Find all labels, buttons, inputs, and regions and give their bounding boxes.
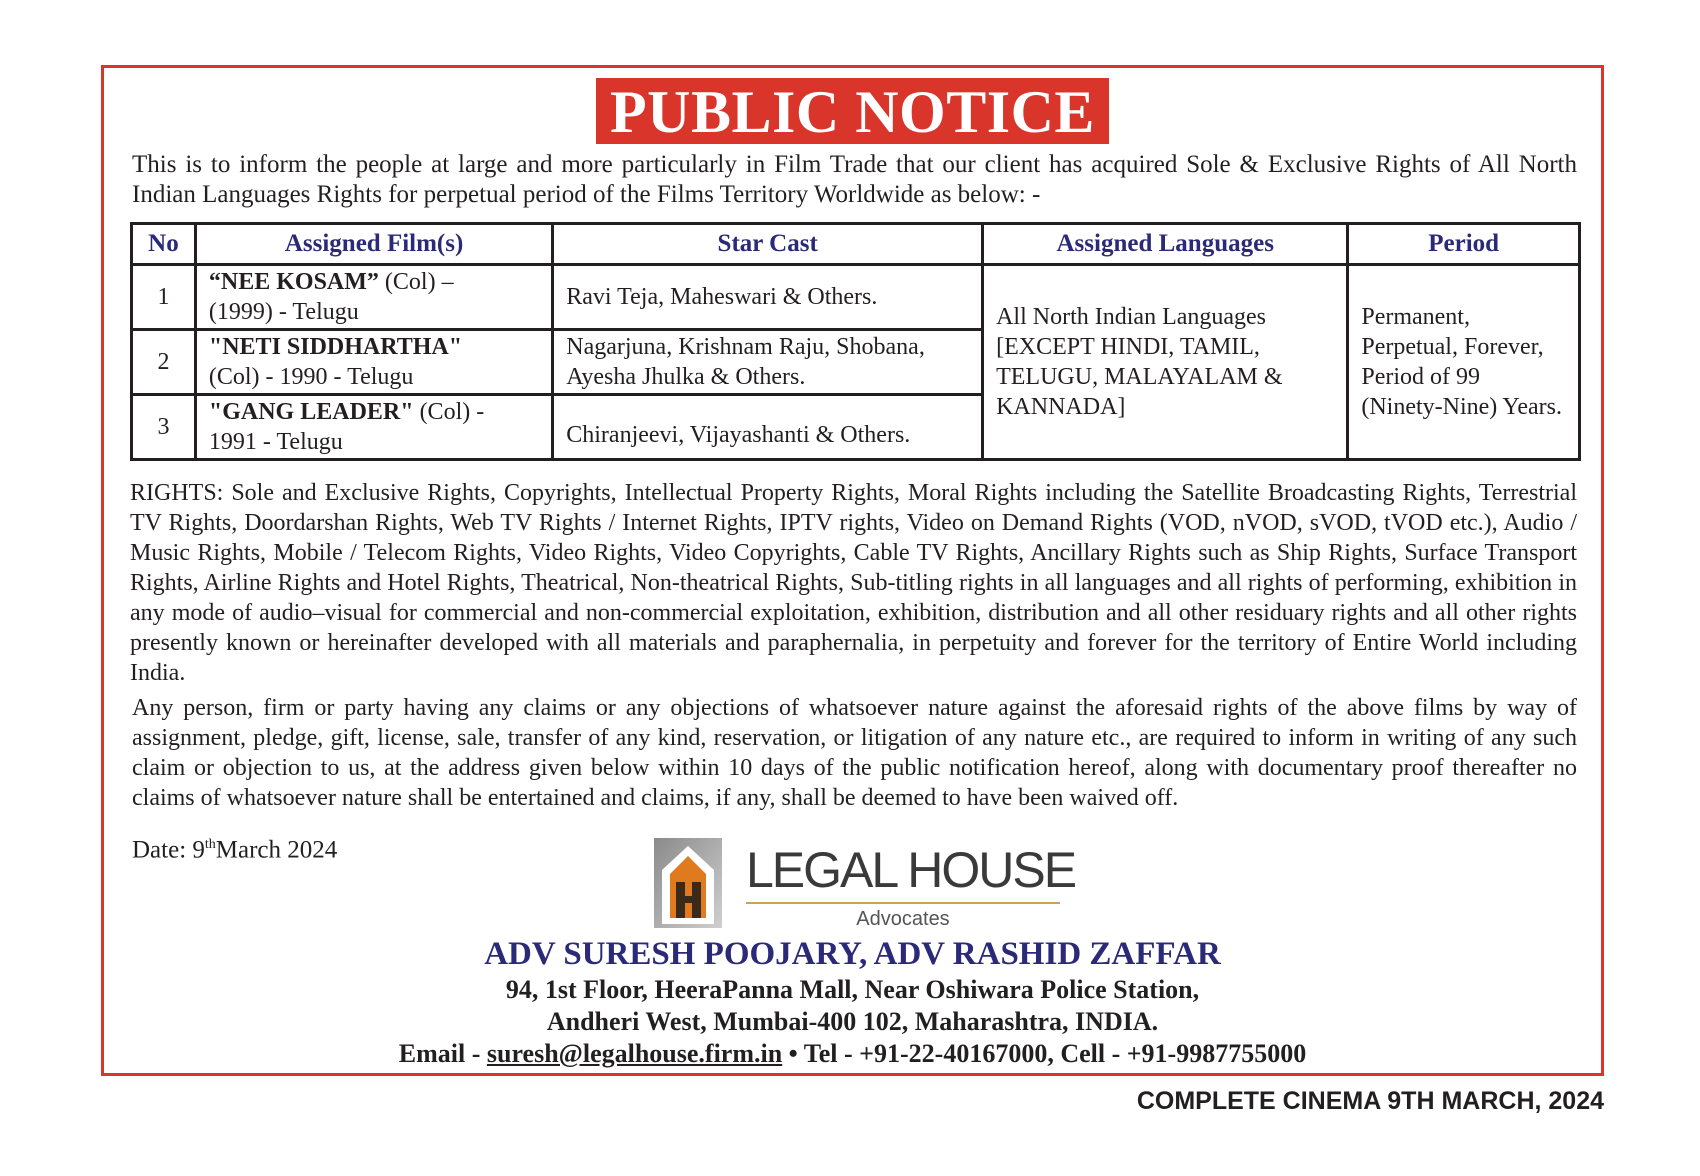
film-meta: (Col) - 1990 - Telugu xyxy=(208,364,414,390)
email-link[interactable]: suresh@legalhouse.firm.in xyxy=(486,1039,783,1068)
header-languages: Assigned Languages xyxy=(983,224,1348,265)
date-prefix: Date: 9 xyxy=(132,836,205,864)
legal-house-logo xyxy=(654,838,1084,934)
header-period: Period xyxy=(1348,224,1580,265)
logo-name: LEGAL HOUSE xyxy=(746,842,1076,898)
film-title: “NEE KOSAM” xyxy=(208,269,379,295)
email-label: Email - xyxy=(398,1039,487,1068)
film-cell xyxy=(195,330,552,395)
date-suffix: March 2024 xyxy=(215,836,338,864)
header-cast: Star Cast xyxy=(553,224,983,265)
firm-address xyxy=(104,974,1601,1038)
logo-subtitle: Advocates xyxy=(856,908,950,930)
row-number: 2 xyxy=(132,330,196,395)
cast-cell: Chiranjeevi, Vijayashanti & Others. xyxy=(553,395,983,460)
period-cell: Permanent, Perpetual, Forever, Period of 99 (Ninety-Nine) Years. xyxy=(1348,265,1580,460)
intro-paragraph: This is to inform the people at large and more particularly in Film Trade that our client has acquired Sole & Exclusive Rights of All North Indian Languages Rights for perpetual period of the Films Territory Worldwide as below: - xyxy=(132,151,1577,208)
date-ordinal: th xyxy=(204,837,216,852)
address-line: Andheri West, Mumbai-400 102, Maharashtra, INDIA. xyxy=(546,1007,1159,1036)
logo-underline xyxy=(746,902,1060,904)
contact-line xyxy=(104,1038,1601,1070)
cast-cell: Nagarjuna, Krishnam Raju, Shobana, Ayesha Jhulka & Others. xyxy=(553,330,983,395)
film-meta: 1991 - Telugu xyxy=(208,429,343,455)
row-number: 1 xyxy=(132,265,196,330)
notice-frame xyxy=(101,65,1604,1076)
table-header-row xyxy=(132,224,1580,265)
film-meta: (Col) – xyxy=(378,269,454,295)
film-meta: (1999) - Telugu xyxy=(208,299,359,325)
cast-cell: Ravi Teja, Maheswari & Others. xyxy=(553,265,983,330)
film-title: "GANG LEADER" xyxy=(208,399,414,425)
header-no: No xyxy=(132,224,196,265)
objection-paragraph: Any person, firm or party having any claims or any objections of whatsoever nature against the aforesaid rights of the above films by way of assignment, pledge, gift, license, sale, transfer of any kind, reservation, or litigation of any nature etc., are required to inform in writing of any such claim or objection to us, at the address given below within 10 days of the public notification hereof, along with documentary proof thereafter no claims of whatsoever nature shall be entertained and claims, if any, shall be deemed to have been waived off. xyxy=(132,695,1577,811)
film-title: "NETI SIDDHARTHA" xyxy=(208,334,463,360)
notice-title: PUBLIC NOTICE xyxy=(596,78,1109,144)
films-table xyxy=(130,222,1581,461)
film-meta: (Col) - xyxy=(413,399,485,425)
languages-cell: All North Indian Languages [EXCEPT HINDI, TAMIL, TELUGU, MALAYALAM & KANNADA] xyxy=(983,265,1348,460)
phone-numbers: • Tel - +91-22-40167000, Cell - +91-9987755000 xyxy=(782,1039,1307,1068)
film-cell xyxy=(195,395,552,460)
publication-footer: COMPLETE CINEMA 9TH MARCH, 2024 xyxy=(1136,1087,1604,1115)
address-line: 94, 1st Floor, HeeraPanna Mall, Near Oshiwara Police Station, xyxy=(505,975,1200,1004)
notice-date xyxy=(132,830,337,865)
rights-paragraph: RIGHTS: Sole and Exclusive Rights, Copyrights, Intellectual Property Rights, Moral Rights including the Satellite Broadcasting Rights, Terrestrial TV Rights, Doordarshan Rights, Web TV Rights / Internet Rights, IPTV rights, Video on Demand Rights (VOD, nVOD, sVOD, tVOD etc.), Audio / Music Rights, Mobile / Telecom Rights, Video Rights, Video Copyrights, Cable TV Rights, Ancillary Rights such as Ship Rights, Surface Transport Rights, Airline Rights and Hotel Rights, Theatrical, Non-theatrical Rights, Sub-titling rights in all languages and all rights of performing, exhibition in any mode of audio–visual for commercial and non-commercial exploitation, exhibition, distribution and all other residuary rights and all other rights presently known or hereinafter developed with all materials and paraphernalia, in perpetuity and forever for the territory of Entire World including India. xyxy=(130,480,1577,686)
table-row xyxy=(132,265,1580,330)
house-logo-icon xyxy=(654,838,722,928)
film-cell xyxy=(195,265,552,330)
title-wrap xyxy=(104,78,1601,144)
header-film: Assigned Film(s) xyxy=(195,224,552,265)
row-number: 3 xyxy=(132,395,196,460)
advocate-names: ADV SURESH POOJARY, ADV RASHID ZAFFAR xyxy=(484,936,1221,972)
